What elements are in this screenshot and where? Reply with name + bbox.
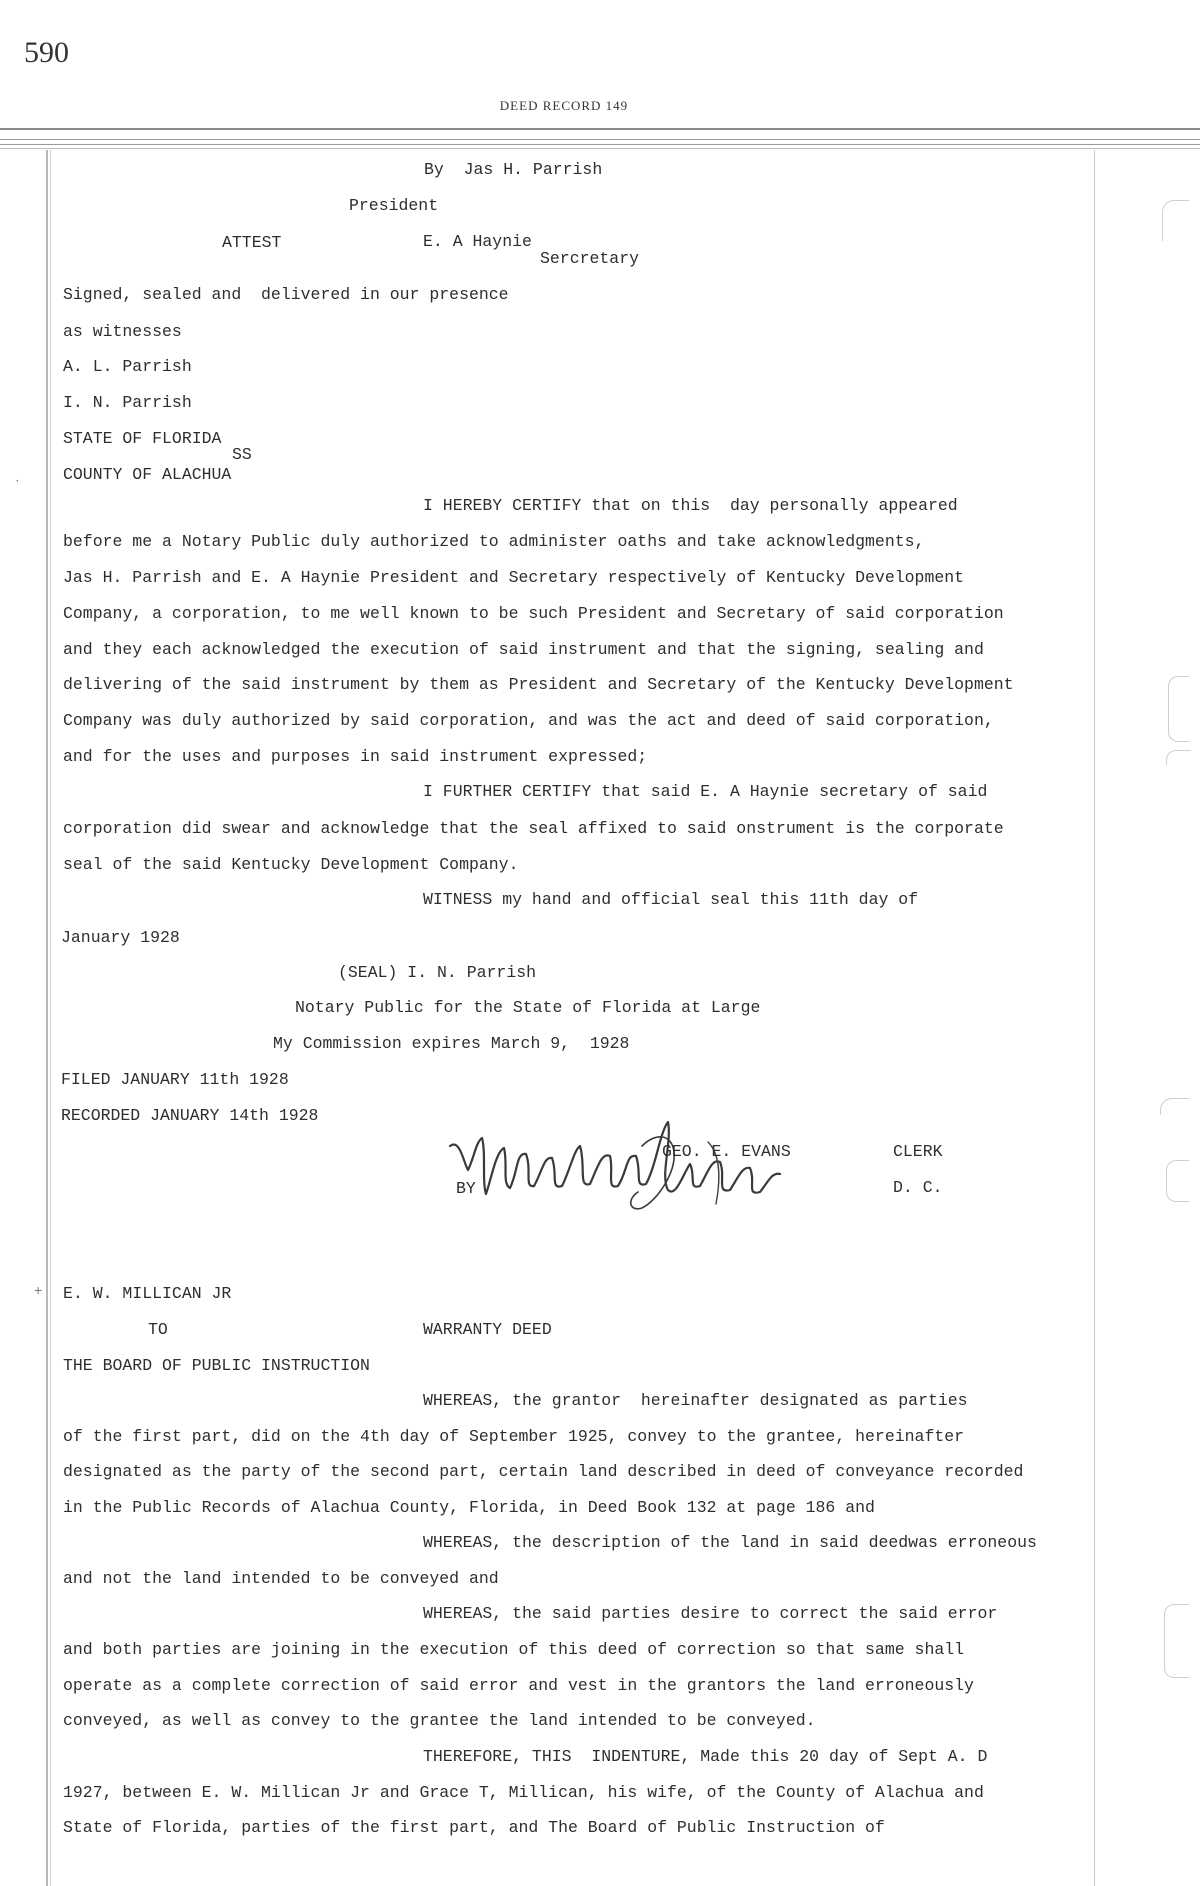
- header-rule-bottom: [0, 148, 1200, 149]
- document-text-line: operate as a complete correction of said error and vest in the grantors the land erroneously: [63, 1676, 974, 1695]
- document-text-line: Jas H. Parrish and E. A Haynie President and Secretary respectively of Kentucky Development: [63, 568, 965, 587]
- document-text-line: By Jas H. Parrish: [424, 160, 603, 179]
- margin-mark: +: [34, 1284, 43, 1300]
- document-text-line: I FURTHER CERTIFY that said E. A Haynie secretary of said: [423, 782, 988, 801]
- binder-tab: [1166, 750, 1191, 765]
- binder-tab: [1166, 1160, 1189, 1202]
- document-text-line: Sercretary: [540, 249, 640, 268]
- document-text-line: and not the land intended to be conveyed and: [63, 1569, 499, 1588]
- document-text-line: WHEREAS, the description of the land in said deedwas erroneous: [423, 1533, 1037, 1552]
- binder-tab: [1162, 200, 1189, 241]
- document-text-line: CLERK: [893, 1142, 943, 1161]
- document-text-line: STATE OF FLORIDA: [63, 429, 222, 448]
- right-margin-line: [1094, 150, 1095, 1886]
- document-text-line: WITNESS my hand and official seal this 11th day of: [423, 890, 919, 909]
- document-text-line: E. A Haynie: [423, 232, 532, 251]
- left-margin-line-inner: [50, 150, 51, 1886]
- document-text-line: THE BOARD OF PUBLIC INSTRUCTION: [63, 1356, 370, 1375]
- document-text-line: Signed, sealed and delivered in our presence: [63, 285, 509, 304]
- document-text-line: A. L. Parrish: [63, 357, 192, 376]
- document-text-line: I. N. Parrish: [63, 393, 192, 412]
- document-text-line: TO: [148, 1320, 168, 1339]
- document-text-line: President: [349, 196, 439, 215]
- document-text-line: FILED JANUARY 11th 1928: [61, 1070, 289, 1089]
- document-text-line: Company, a corporation, to me well known to be such President and Secretary of said corporation: [63, 604, 1004, 623]
- document-text-line: in the Public Records of Alachua County, Florida, in Deed Book 132 at page 186 and: [63, 1498, 875, 1517]
- header-rule-top: [0, 128, 1200, 130]
- binder-tab: [1164, 1604, 1189, 1678]
- document-text-line: ATTEST: [222, 233, 282, 252]
- document-text-line: I HEREBY CERTIFY that on this day personally appeared: [423, 496, 958, 515]
- document-text-line: Notary Public for the State of Florida at Large: [295, 998, 761, 1017]
- document-text-line: delivering of the said instrument by them as President and Secretary of the Kentucky Development: [63, 675, 1014, 694]
- document-text-line: WHEREAS, the grantor hereinafter designated as parties: [423, 1391, 968, 1410]
- header-rule-double-2: [0, 144, 1200, 145]
- document-text-line: designated as the party of the second part, certain land described in deed of conveyance recorded: [63, 1462, 1024, 1481]
- document-text-line: COUNTY OF ALACHUA: [63, 465, 232, 484]
- document-text-line: and for the uses and purposes in said instrument expressed;: [63, 747, 648, 766]
- page-header-title: DEED RECORD 149: [499, 98, 629, 113]
- document-text-line: seal of the said Kentucky Development Company.: [63, 855, 519, 874]
- document-text-line: My Commission expires March 9, 1928: [273, 1034, 630, 1053]
- document-text-line: D. C.: [893, 1178, 943, 1197]
- document-text-line: SS: [232, 445, 252, 464]
- document-text-line: as witnesses: [63, 322, 182, 341]
- document-text-line: WARRANTY DEED: [423, 1320, 552, 1339]
- document-text-line: Company was duly authorized by said corporation, and was the act and deed of said corporation,: [63, 711, 994, 730]
- document-text-line: corporation did swear and acknowledge that the seal affixed to said onstrument is the corporate: [63, 819, 1004, 838]
- document-text-line: 1927, between E. W. Millican Jr and Grace T, Millican, his wife, of the County of Alachua and: [63, 1783, 984, 1802]
- document-text-line: and they each acknowledged the execution of said instrument and that the signing, sealing and: [63, 640, 984, 659]
- binder-tab: [1168, 676, 1189, 742]
- document-text-line: State of Florida, parties of the first part, and The Board of Public Instruction of: [63, 1818, 885, 1837]
- document-text-line: WHEREAS, the said parties desire to correct the said error: [423, 1604, 998, 1623]
- binder-tab: [1160, 1098, 1189, 1115]
- document-text-line: before me a Notary Public duly authorized to administer oaths and take acknowledgments,: [63, 532, 925, 551]
- header-rule-double-1: [0, 139, 1200, 140]
- document-text-line: GEO. E. EVANS: [662, 1142, 791, 1161]
- handwritten-signature: [446, 1112, 796, 1222]
- page-number: 590: [24, 36, 69, 69]
- document-text-line: THEREFORE, THIS INDENTURE, Made this 20 day of Sept A. D: [423, 1747, 988, 1766]
- document-text-line: and both parties are joining in the execution of this deed of correction so that same shall: [63, 1640, 965, 1659]
- margin-mark: ·: [14, 476, 21, 488]
- document-text-line: E. W. MILLICAN JR: [63, 1284, 232, 1303]
- document-text-line: January 1928: [61, 928, 180, 947]
- document-text-line: BY: [456, 1179, 476, 1198]
- document-text-line: of the first part, did on the 4th day of September 1925, convey to the grantee, hereinafter: [63, 1427, 965, 1446]
- document-text-line: (SEAL) I. N. Parrish: [338, 963, 537, 982]
- left-margin-line: [46, 150, 48, 1886]
- document-text-line: RECORDED JANUARY 14th 1928: [61, 1106, 319, 1125]
- document-text-line: conveyed, as well as convey to the grantee the land intended to be conveyed.: [63, 1711, 816, 1730]
